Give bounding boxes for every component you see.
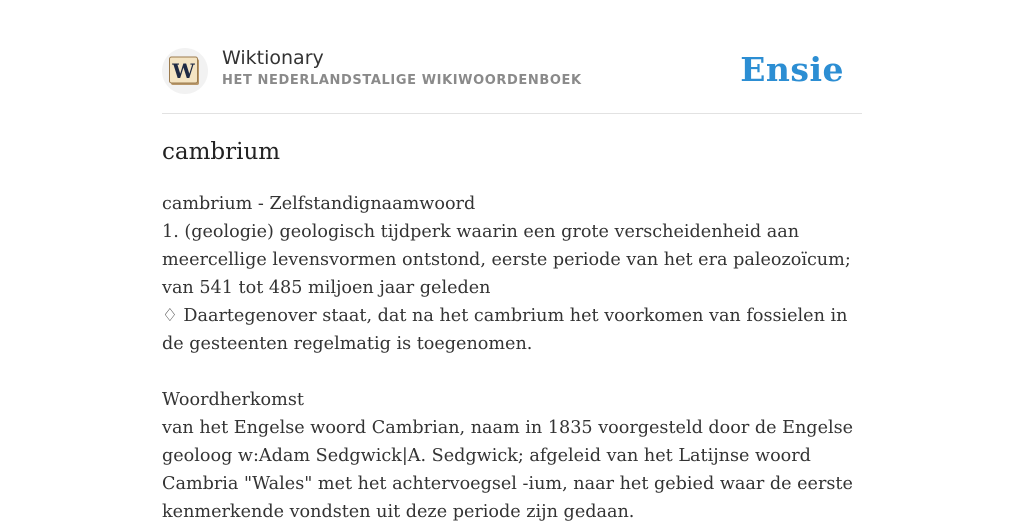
etymology-text: van het Engelse woord Cambrian, naam in 1835 voorgesteld door de Engelse geoloog w:Adam Sedgwick|A. Sedgwick; afgeleid van het Latijnse woord Cambria "Wales" met het achtervoegsel -ium, naar het gebied waar de eerste kenmerkende vondsten uit deze periode zijn gedaan. <box>162 418 854 522</box>
example-sentence: ♢ Daartegenover staat, dat na het cambrium het voorkomen van fossielen in de gesteenten regelmatig is toegenomen. <box>162 306 848 354</box>
logo-letter: W <box>172 59 195 83</box>
entry-heading: cambrium - Zelfstandignaamwoord <box>162 194 476 214</box>
logo-tile-icon <box>168 54 202 88</box>
page-title: cambrium <box>162 139 281 165</box>
brand <box>222 46 582 91</box>
spacer <box>162 358 862 386</box>
site-header <box>162 46 862 114</box>
definition: 1. (geologie) geologisch tijdperk waarin een grote verscheidenheid aan meercellige levensvormen ontstond, eerste periode van het era paleozoïcum; van 541 tot 485 miljoen jaar geleden <box>162 222 851 298</box>
site-name[interactable]: Wiktionary <box>222 47 324 69</box>
ensie-link[interactable]: Ensie <box>740 50 844 89</box>
site-subtitle: HET NEDERLANDSTALIGE WIKIWOORDENBOEK <box>222 73 582 88</box>
etymology-heading: Woordherkomst <box>162 390 304 410</box>
entry-content <box>162 190 862 526</box>
wiktionary-logo-icon[interactable] <box>162 48 208 94</box>
